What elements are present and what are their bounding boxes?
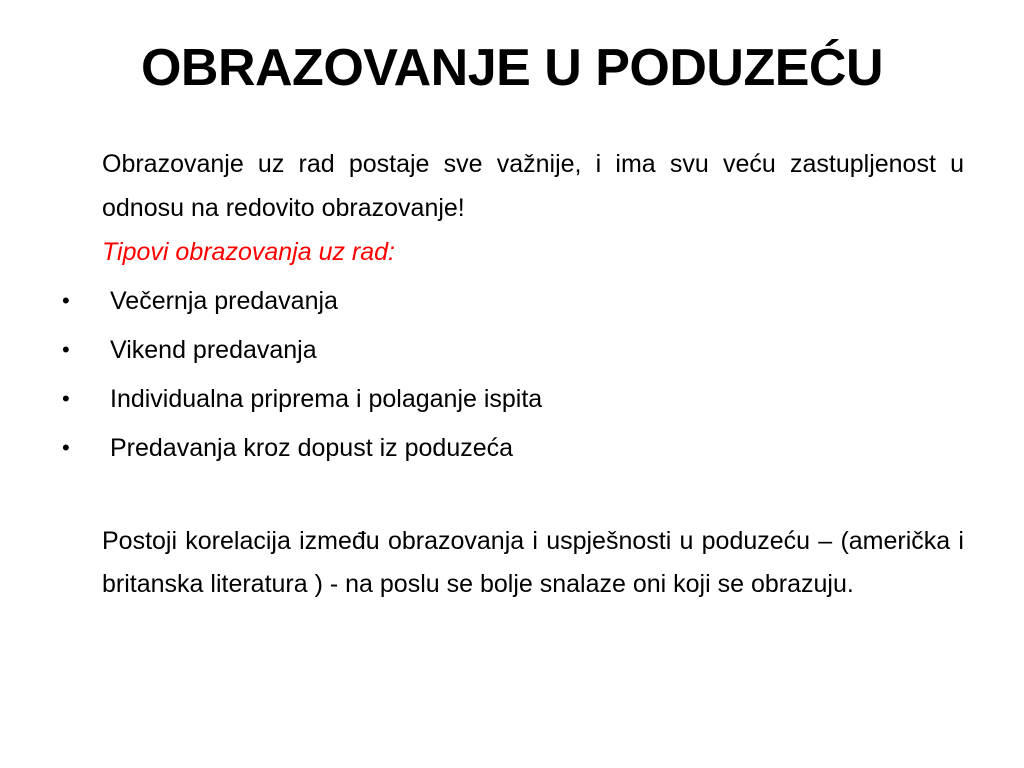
slide-body [62, 142, 964, 606]
slide-title: OBRAZOVANJE U PODUZEĆU [140, 39, 884, 97]
bullet-icon: • [62, 337, 70, 362]
bullet-item [62, 426, 964, 470]
bullet-text: Individualna priprema i polaganje ispita [110, 385, 543, 413]
bullet-item [62, 279, 964, 323]
bullet-item [62, 377, 964, 421]
bullet-icon: • [62, 386, 70, 411]
bullet-text: Predavanja kroz dopust iz poduzeća [110, 434, 514, 462]
bullet-text: Vikend predavanja [110, 336, 317, 364]
intro-paragraph: Obrazovanje uz rad postaje sve važnije, i ima svu veću zastupljenost u odnosu na redovito obrazovanje! [102, 150, 964, 222]
bullet-icon: • [62, 435, 70, 460]
closing-paragraph: Postoji korelacija između obrazovanja i uspješnosti u poduzeću – (američka i britanska literatura ) - na poslu se bolje snalaze oni koji se obrazuju. [102, 527, 964, 598]
types-subheading: Tipovi obrazovanja uz rad: [102, 238, 395, 266]
bullet-text: Večernja predavanja [110, 287, 338, 315]
bullet-item [62, 328, 964, 372]
bullet-list [62, 279, 964, 470]
bullet-icon: • [62, 288, 70, 313]
